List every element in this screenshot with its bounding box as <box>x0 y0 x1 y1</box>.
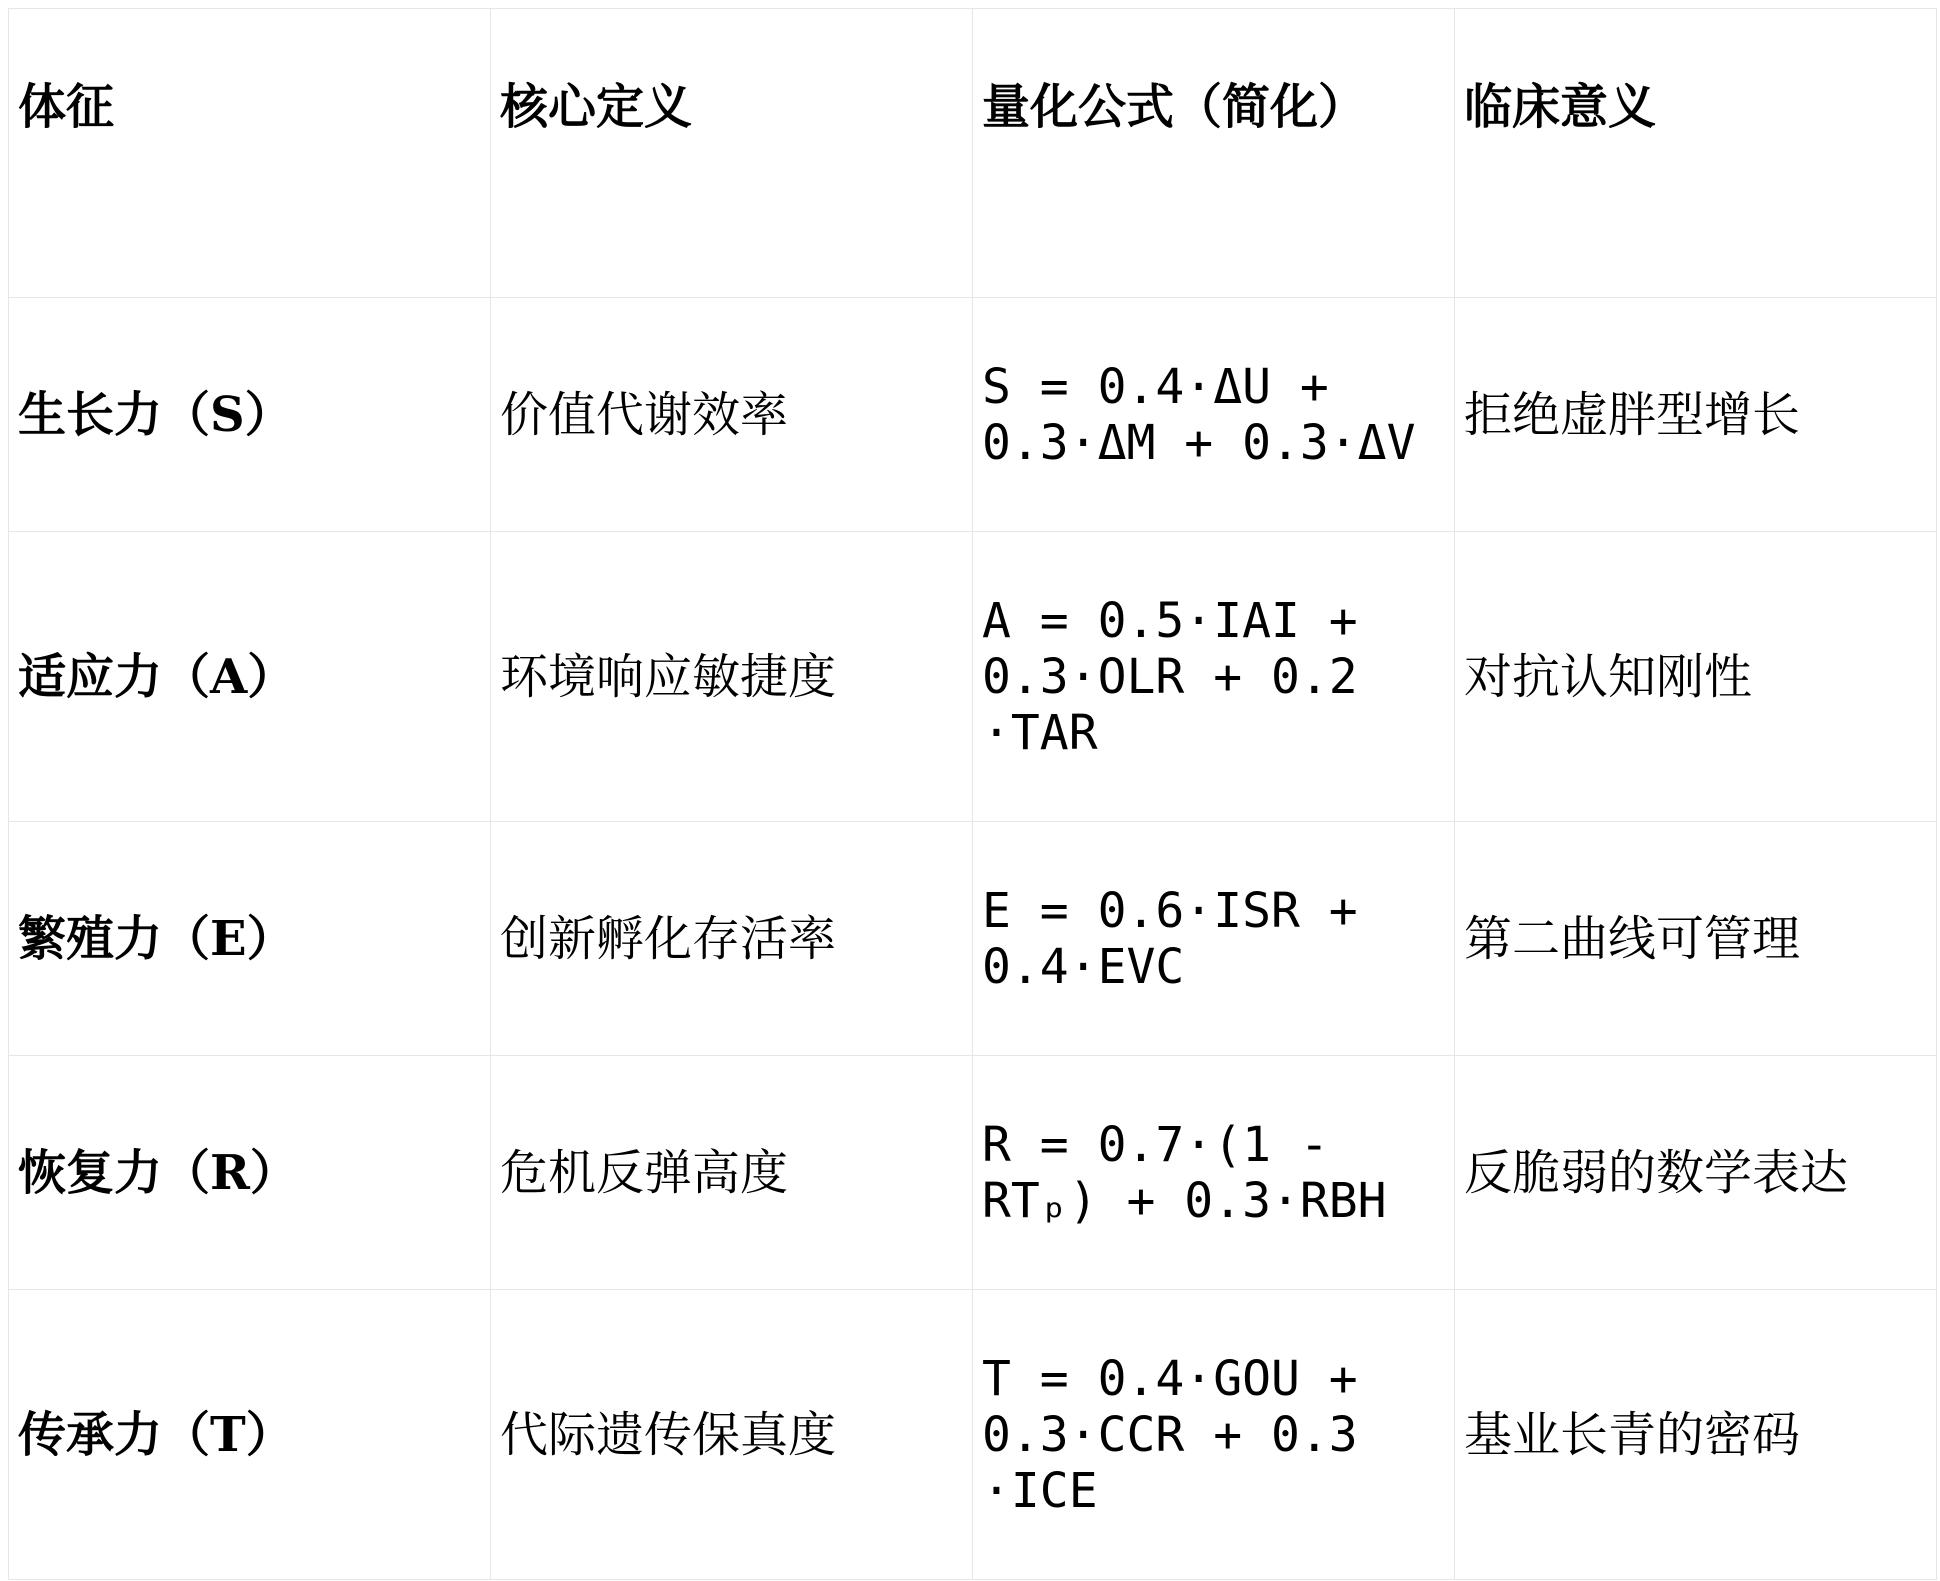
formula-cell <box>973 298 1455 532</box>
formula-line: 0.3·OLR + 0.2 <box>982 648 1358 705</box>
meaning-cell: 基业长青的密码 <box>1455 1290 1937 1580</box>
header-meaning: 临床意义 <box>1455 9 1937 298</box>
feature-code: （S） <box>162 386 293 443</box>
formula-cell <box>973 1290 1455 1580</box>
feature-cell <box>9 822 491 1056</box>
feature-name: 繁殖力 <box>18 910 163 967</box>
formula-cell <box>973 532 1455 822</box>
formula-line: S = 0.4·ΔU + <box>982 358 1329 415</box>
meaning-cell: 对抗认知刚性 <box>1455 532 1937 822</box>
formula-line: 0.3·CCR + 0.3 <box>982 1406 1358 1463</box>
formula-line: A = 0.5·IAI + <box>982 592 1358 649</box>
formula-line: T = 0.4·GOU + <box>982 1350 1358 1407</box>
feature-name: 传承力 <box>18 1406 163 1463</box>
formula-line: ·ICE <box>982 1462 1098 1519</box>
feature-cell <box>9 1290 491 1580</box>
feature-cell <box>9 532 491 822</box>
definition-cell: 危机反弹高度 <box>491 1056 973 1290</box>
feature-code: （E） <box>162 910 295 967</box>
meaning-cell: 第二曲线可管理 <box>1455 822 1937 1056</box>
formula-line: 0.4·EVC <box>982 938 1185 995</box>
header-row <box>9 9 1937 298</box>
feature-code: （R） <box>162 1144 298 1201</box>
formula-cell <box>973 1056 1455 1290</box>
table-row <box>9 1290 1937 1580</box>
feature-name: 适应力 <box>18 648 163 705</box>
formula-line: 0.3·ΔM + 0.3·ΔV <box>982 414 1416 471</box>
feature-name: 恢复力 <box>18 1144 163 1201</box>
definition-cell: 代际遗传保真度 <box>491 1290 973 1580</box>
vital-signs-table <box>8 8 1937 1580</box>
feature-name: 生长力 <box>18 386 163 443</box>
formula-line: ·TAR <box>982 704 1098 761</box>
definition-cell: 价值代谢效率 <box>491 298 973 532</box>
definition-cell: 创新孵化存活率 <box>491 822 973 1056</box>
table-row <box>9 298 1937 532</box>
feature-cell <box>9 298 491 532</box>
formula-cell <box>973 822 1455 1056</box>
feature-code: （T） <box>162 1406 294 1463</box>
header-feature: 体征 <box>9 9 491 298</box>
formula-line: E = 0.6·ISR + <box>982 882 1358 939</box>
table-row <box>9 532 1937 822</box>
formula-line: R = 0.7·(1 - <box>982 1116 1329 1173</box>
header-definition: 核心定义 <box>491 9 973 298</box>
feature-cell <box>9 1056 491 1290</box>
table-row <box>9 1056 1937 1290</box>
meaning-cell: 反脆弱的数学表达 <box>1455 1056 1937 1290</box>
table-row <box>9 822 1937 1056</box>
header-formula: 量化公式（简化） <box>973 9 1455 298</box>
meaning-cell: 拒绝虚胖型增长 <box>1455 298 1937 532</box>
definition-cell: 环境响应敏捷度 <box>491 532 973 822</box>
feature-code: （A） <box>162 648 296 705</box>
formula-line: RTₚ) + 0.3·RBH <box>982 1172 1387 1229</box>
